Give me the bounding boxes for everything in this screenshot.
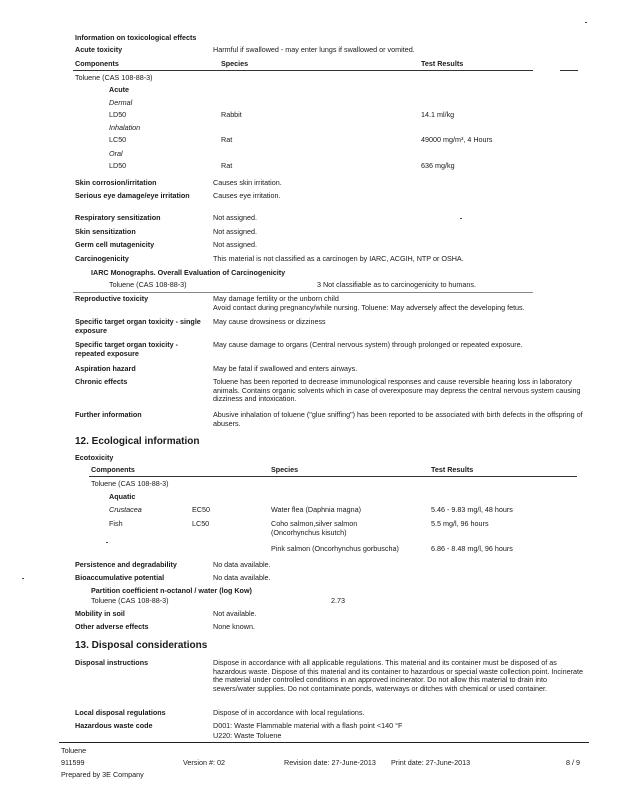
property-label: Aspiration hazard — [75, 364, 136, 373]
route-dermal: Dermal — [109, 98, 133, 107]
property-label: Skin corrosion/irritation — [75, 178, 157, 187]
species-cell: Water flea (Daphnia magna) — [271, 505, 362, 514]
test-type: LD50 — [109, 110, 127, 119]
col-results-header: Test Results — [431, 465, 474, 474]
partition-substance: Toluene (CAS 108-88-3) — [91, 596, 169, 605]
iarc-substance: Toluene (CAS 108-88-3) — [109, 280, 187, 289]
property-label: Disposal instructions — [75, 658, 149, 667]
species-cell: Rat — [221, 161, 233, 170]
species-cell: Rat — [221, 135, 233, 144]
property-value: May cause drowsiness or dizziness — [213, 317, 326, 326]
species-cell: Rabbit — [221, 110, 242, 119]
property-value: Dispose in accordance with all applicable regulations. This material and its container must be disposed of as hazardous waste. Dispose of this material and its container to hazardous or special waste collection point. Incinerate the material under controlled conditions in an approved incinerator. Do not allow this material to drain into sewers/water supplies. Do not contaminate ponds, waterways or ditches with chemical or used container. — [213, 658, 583, 693]
test-type: LC50 — [192, 519, 210, 528]
property-label: Mobility in soil — [75, 609, 125, 618]
ecotoxicity-label: Ecotoxicity — [75, 453, 114, 462]
property-value: Abusive inhalation of toluene ("glue sniffing") has been reported to be associated with birth defects in the offspring of abusers. — [213, 410, 583, 428]
property-value: Toluene has been reported to decrease immunological responses and cause reversible hearing loss in laboratory animals. Contains organic solvents which in case of overexposure may depress the central nervous system causing dizziness and intoxication. — [213, 377, 581, 404]
page-number: 8 / 9 — [566, 758, 580, 767]
acute-subheading: Acute — [109, 85, 129, 94]
scan-speck — [460, 218, 462, 219]
route-oral: Oral — [109, 149, 123, 158]
species-cell: Pink salmon (Oncorhynchus gorbuscha) — [271, 544, 399, 553]
result-cell: 5.5 mg/l, 96 hours — [431, 519, 489, 528]
property-value: Not assigned. — [213, 213, 257, 222]
partition-label: Partition coefficient n-octanol / water (log Kow) — [91, 586, 252, 595]
test-type: EC50 — [192, 505, 210, 514]
property-label: Further information — [75, 410, 142, 419]
property-label: Specific target organ toxicity - single exposure — [75, 317, 201, 335]
property-value: None known. — [213, 622, 255, 631]
property-value: Not assigned. — [213, 240, 257, 249]
section-heading: 12. Ecological information — [75, 436, 200, 447]
substance-name: Toluene (CAS 108-88-3) — [91, 479, 169, 488]
eco-group: Fish — [109, 519, 123, 528]
property-label: Chronic effects — [75, 377, 128, 386]
footer-revision-date: Revision date: 27-June-2013 — [284, 758, 376, 767]
col-species-header: Species — [271, 465, 299, 474]
iarc-value: 3 Not classifiable as to carcinogenicity to humans. — [317, 280, 477, 289]
property-label: Reproductive toxicity — [75, 294, 149, 303]
col-components-header: Components — [75, 59, 119, 68]
acute-toxicity-value: Harmful if swallowed - may enter lungs if swallowed or vomited. — [213, 45, 415, 54]
result-cell: 5.46 - 9.83 mg/l, 48 hours — [431, 505, 513, 514]
property-label: Carcinogenicity — [75, 254, 129, 263]
property-value: May be fatal if swallowed and enters airways. — [213, 364, 358, 373]
substance-name: Toluene (CAS 108-88-3) — [75, 73, 153, 82]
property-label: Serious eye damage/eye irritation — [75, 191, 190, 200]
scan-speck — [22, 578, 24, 579]
property-label: Respiratory sensitization — [75, 213, 161, 222]
iarc-rule — [73, 292, 533, 293]
property-label: Specific target organ toxicity - repeated exposure — [75, 340, 179, 358]
col-results-header: Test Results — [421, 59, 464, 68]
property-value: This material is not classified as a carcinogen by IARC, ACGIH, NTP or OSHA. — [213, 254, 464, 263]
hazardous-waste-code: D001: Waste Flammable material with a flash point <140 °F — [213, 721, 403, 730]
result-cell: 6.86 - 8.48 mg/l, 96 hours — [431, 544, 513, 553]
result-cell: 636 mg/kg — [421, 161, 455, 170]
footer-print-date: Print date: 27-June-2013 — [391, 758, 471, 767]
property-value: No data available. — [213, 573, 271, 582]
table-rule — [89, 476, 577, 477]
footer-product: Toluene — [61, 746, 87, 755]
test-type: LD50 — [109, 161, 127, 170]
hazardous-waste-code: U220: Waste Toluene — [213, 731, 282, 740]
footer-prepared-by: Prepared by 3E Company — [61, 770, 144, 779]
species-cell: Coho salmon,silver salmon (Oncorhynchus kisutch) — [271, 519, 358, 537]
result-cell: 49000 mg/m³, 4 Hours — [421, 135, 493, 144]
property-value: May cause damage to organs (Central nervous system) through prolonged or repeated exposure. — [213, 340, 523, 349]
property-label: Hazardous waste code — [75, 721, 153, 730]
test-type: LC50 — [109, 135, 127, 144]
property-label: Bioaccumulative potential — [75, 573, 165, 582]
partition-value: 2.73 — [331, 596, 345, 605]
eco-group: Crustacea — [109, 505, 142, 514]
property-value: No data available. — [213, 560, 271, 569]
property-label: Skin sensitization — [75, 227, 136, 236]
col-species-header: Species — [221, 59, 249, 68]
property-value: Causes skin irritation. — [213, 178, 282, 187]
footer-id: 911599 — [61, 758, 85, 767]
property-label: Germ cell mutagenicity — [75, 240, 155, 249]
result-cell: 14.1 ml/kg — [421, 110, 455, 119]
property-value: May damage fertility or the unborn child Avoid contact during pregnancy/while nursing. Toluene: May adversely affect the developing fetus. — [213, 294, 525, 312]
scan-speck — [106, 542, 108, 543]
table-rule — [73, 70, 533, 71]
section-heading: 13. Disposal considerations — [75, 640, 208, 651]
footer-rule — [59, 742, 589, 743]
property-label: Persistence and degradability — [75, 560, 177, 569]
route-inhalation: Inhalation — [109, 123, 141, 132]
property-label: Local disposal regulations — [75, 708, 166, 717]
footer-version: Version #: 02 — [183, 758, 225, 767]
aquatic-label: Aquatic — [109, 492, 136, 501]
section-subheading: Information on toxicological effects — [75, 33, 197, 42]
property-value: Not available. — [213, 609, 257, 618]
property-value: Dispose of in accordance with local regulations. — [213, 708, 365, 717]
col-components-header: Components — [91, 465, 135, 474]
acute-toxicity-label: Acute toxicity — [75, 45, 123, 54]
iarc-heading: IARC Monographs. Overall Evaluation of Carcinogenicity — [91, 268, 286, 277]
property-label: Other adverse effects — [75, 622, 149, 631]
table-rule-tail — [560, 70, 578, 71]
property-value: Not assigned. — [213, 227, 257, 236]
property-value: Causes eye irritation. — [213, 191, 281, 200]
scan-speck — [585, 22, 587, 23]
